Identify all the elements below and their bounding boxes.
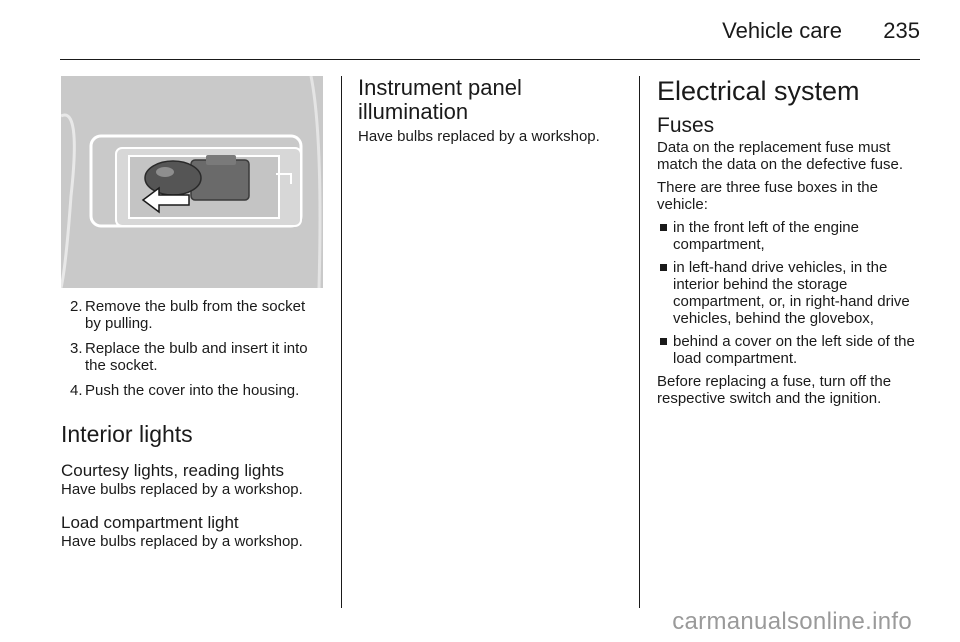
- header-title: Vehicle care: [722, 18, 842, 43]
- column-divider-1: [341, 76, 342, 608]
- column-right: [657, 76, 923, 413]
- step-text: Push the cover into the housing.: [85, 382, 300, 399]
- instrument-panel-text: Have bulbs replaced by a workshop.: [358, 128, 600, 145]
- load-compartment-heading: Load compartment light: [61, 513, 239, 532]
- courtesy-lights-heading: Courtesy lights, reading lights: [61, 461, 285, 480]
- list-item-text: in left-hand drive vehicles, in the interior behind the storage compartment, or, in right-hand drive vehicles, behind the glovebox,: [673, 259, 910, 327]
- electrical-system-heading: Electrical system: [657, 76, 860, 106]
- bullet-square-icon: [660, 224, 667, 231]
- fuse-box-count-paragraph: There are three fuse boxes in the vehicle:: [657, 179, 878, 213]
- procedure-steps: [61, 298, 325, 407]
- interior-lights-heading: Interior lights: [61, 421, 193, 447]
- courtesy-lights-text: Have bulbs replaced by a workshop.: [61, 481, 303, 498]
- step-item: [61, 382, 325, 399]
- load-compartment-text: Have bulbs replaced by a workshop.: [61, 533, 303, 550]
- step-text: Replace the bulb and insert it into the socket.: [85, 340, 308, 374]
- page-header: [60, 0, 920, 61]
- column-divider-2: [639, 76, 640, 608]
- fuse-box-locations: [657, 219, 923, 367]
- step-number: 4.: [70, 382, 83, 399]
- list-item-text: behind a cover on the left side of the load compartment.: [673, 333, 915, 367]
- bulb-removal-illustration: [61, 76, 323, 288]
- list-item: [657, 259, 923, 327]
- step-number: 2.: [70, 298, 83, 315]
- fuse-match-paragraph: Data on the replacement fuse must match the data on the defective fuse.: [657, 139, 903, 173]
- step-item: [61, 340, 325, 374]
- column-middle: [358, 76, 628, 145]
- list-item: [657, 333, 923, 367]
- step-item: [61, 298, 325, 332]
- header-rule: [60, 59, 920, 60]
- instrument-panel-heading: Instrument panel illumination: [358, 75, 522, 124]
- watermark: carmanualsonline.info: [672, 608, 912, 635]
- fuses-heading: Fuses: [657, 114, 715, 137]
- bulb-socket-drawing: [61, 76, 323, 288]
- step-number: 3.: [70, 340, 83, 357]
- bullet-square-icon: [660, 338, 667, 345]
- column-left: [61, 76, 325, 550]
- step-text: Remove the bulb from the socket by pulling.: [85, 298, 306, 332]
- bullet-square-icon: [660, 264, 667, 271]
- page-number: 235: [883, 18, 920, 43]
- list-item: [657, 219, 923, 253]
- list-item-text: in the front left of the engine compartment,: [673, 219, 859, 253]
- fuse-replacement-paragraph: Before replacing a fuse, turn off the respective switch and the ignition.: [657, 373, 892, 407]
